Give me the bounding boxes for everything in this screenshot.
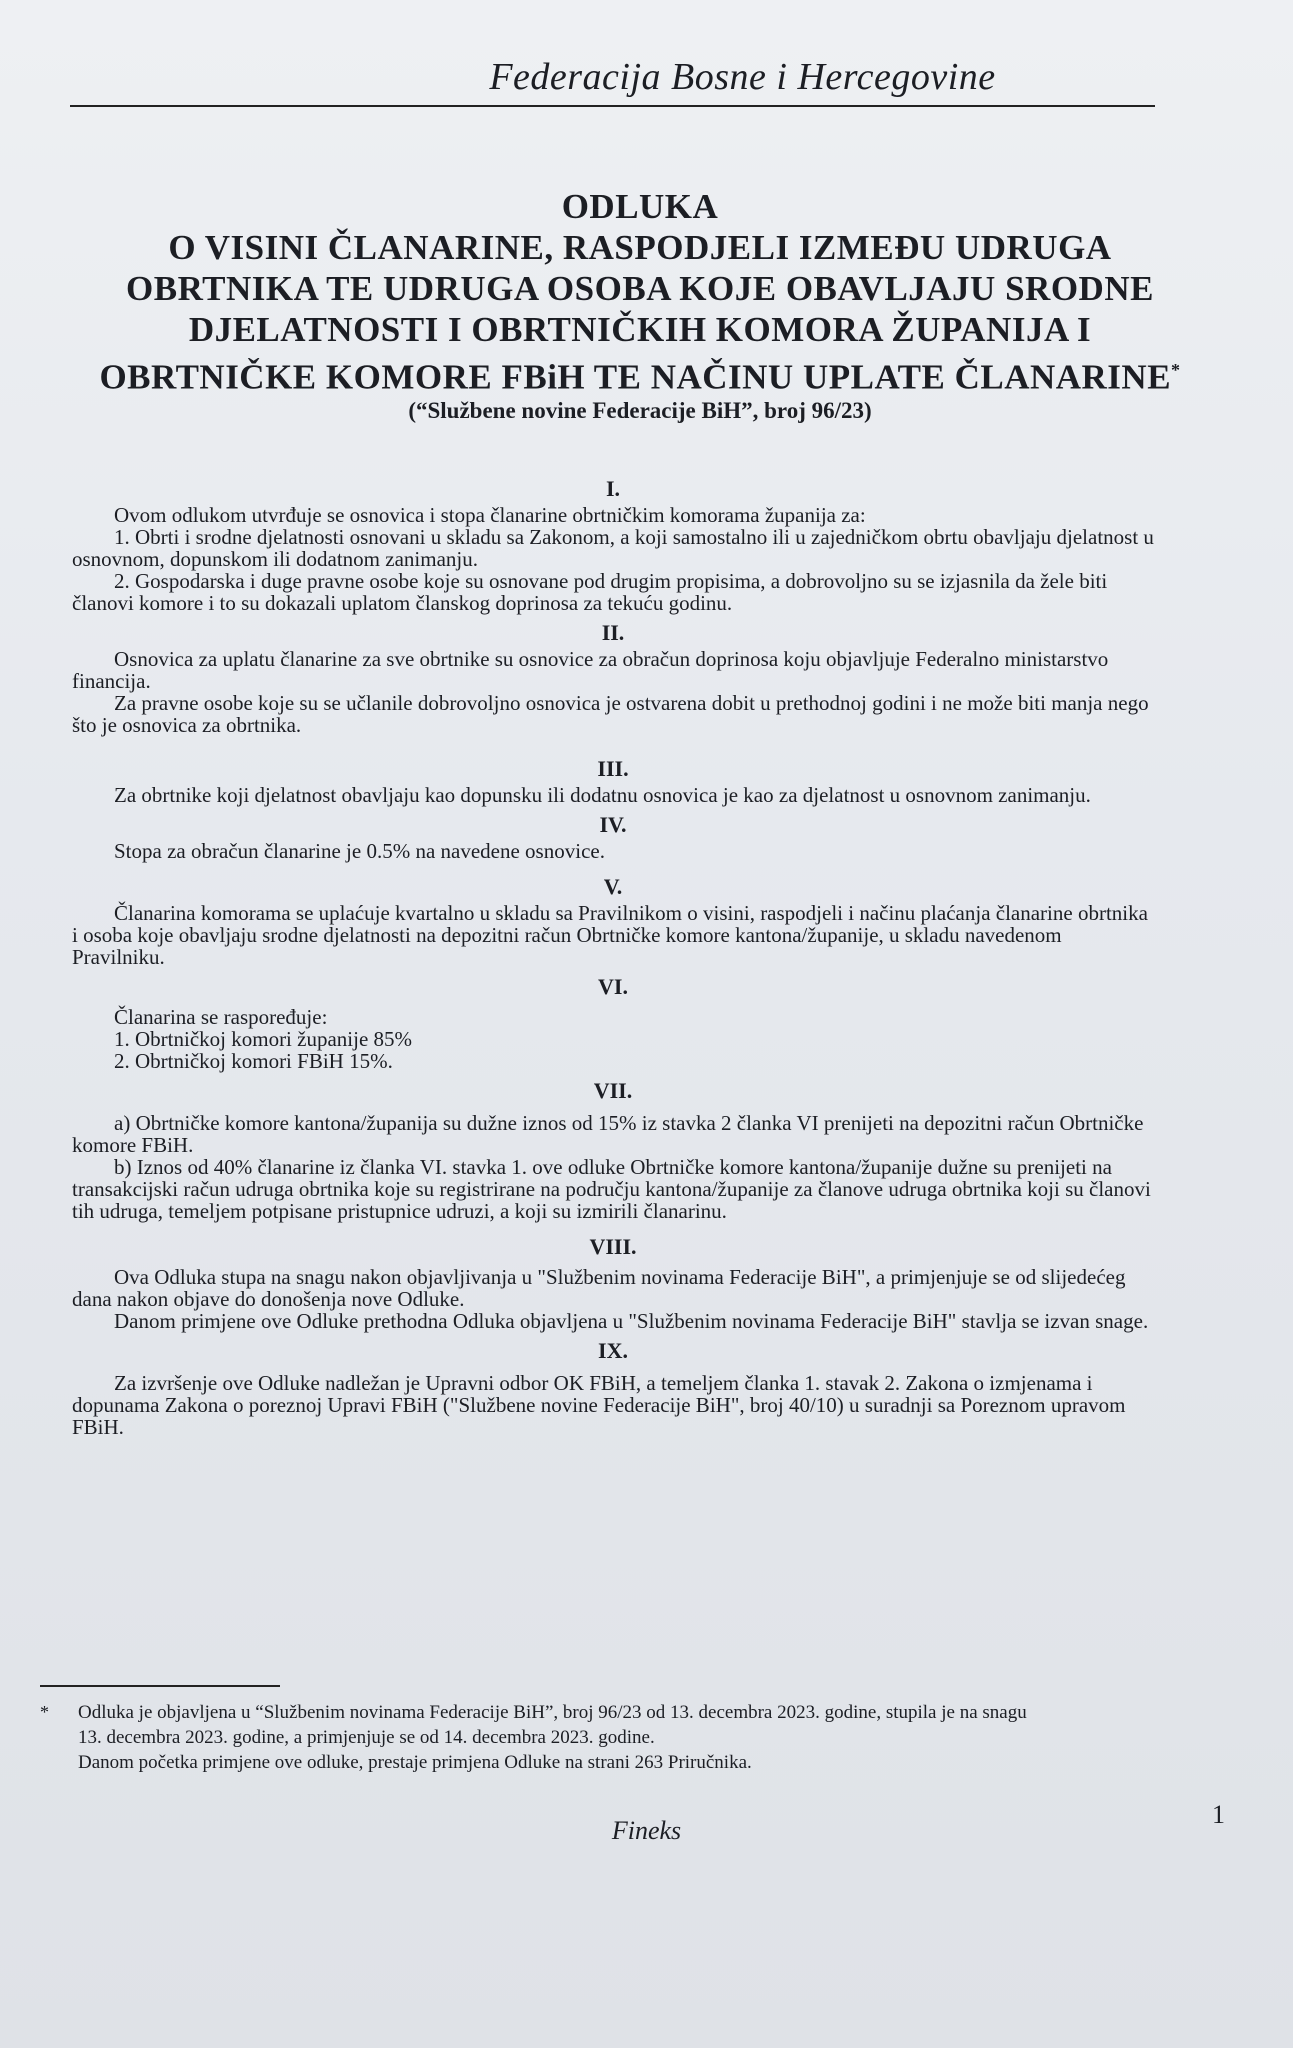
- article-paragraph: 2. Gospodarska i duge pravne osobe koje su osnovane pod drugim propisima, a dobrovoljno su se izjasnila da žele biti članovi komore i to su dokazali uplatom članskog doprinosa za tekuću godinu.: [72, 569, 1108, 615]
- footnote-line: Odluka je objavljena u “Službenim novinama Federacije BiH”, broj 96/23 od 13. decembra 2023. godine, stupila je na snagu: [78, 1702, 1027, 1723]
- title-line: DJELATNOSTI I OBRTNIČKIH KOMORA ŽUPANIJA I: [188, 310, 1092, 349]
- article-paragraph: Članarina komorama se uplaćuje kvartalno u skladu sa Pravilnikom o visini, raspodjeli i načinu plaćanja članarine obrtnika i osoba koje obavljaju srodne djelatnosti na depozitni račun Obrtničke komore kantona/županije, u skladu navedenom Pravilniku.: [72, 901, 1148, 969]
- article-number: IV.: [599, 812, 627, 837]
- footnote-divider: [40, 1685, 280, 1687]
- article-number: III.: [597, 756, 629, 781]
- title-line: OBRTNIČKE KOMORE FBiH TE NAČINU UPLATE ČLANARINE: [99, 357, 1172, 397]
- title-line-last: [60, 350, 1220, 398]
- footnote: [40, 1700, 1220, 1775]
- article-paragraph: Ovom odlukom utvrđuje se osnovica i stopa članarine obrtničkim komorama županija za:: [114, 503, 866, 527]
- title-line: ODLUKA: [561, 187, 719, 226]
- article-number: I.: [605, 476, 621, 501]
- list-item: 2. Obrtničkoj komori FBiH 15%.: [114, 1049, 393, 1073]
- article-number: VII.: [593, 1078, 633, 1103]
- article-paragraph: 1. Obrti i srodne djelatnosti osnovani u skladu sa Zakonom, a koji samostalno ili u zajedničkom obrtu obavljaju djelatnost u osnovnom, dopunskom ili dodatnom zanimanju.: [72, 525, 1154, 571]
- footnote-marker: *: [40, 1702, 49, 1722]
- article-number: VIII.: [589, 1234, 637, 1259]
- publisher-name: Fineks: [611, 1816, 682, 1845]
- document-title: [60, 186, 1220, 398]
- article-paragraph: Danom primjene ove Odluke prethodna Odluka objavljena u "Službenim novinama Federacije BiH" stavlja se izvan snage.: [114, 1309, 1149, 1333]
- footnote-line: 13. decembra 2023. godine, a primjenjuje se od 14. decembra 2023. godine.: [78, 1727, 655, 1748]
- article-paragraph: Ova Odluka stupa na snagu nakon objavljivanja u "Službenim novinama Federacije BiH", a primjenjuje se od slijedećeg dana nakon objave do donošenja nove Odluke.: [72, 1265, 1126, 1311]
- article-paragraph: Članarina se raspoređuje:: [114, 1005, 328, 1029]
- list-item: 1. Obrtničkoj komori županije 85%: [114, 1027, 413, 1051]
- article-paragraph: Za izvršenje ove Odluke nadležan je Upravni odbor OK FBiH, a temeljem članka 1. stavak 2. Zakona o izmjenama i dopunama Zakona o poreznoj Upravi FBiH ("Službene novine Federacije BiH", broj 40/10) u suradnji sa Poreznom upravom FBiH.: [72, 1371, 1126, 1439]
- article-paragraph: Stopa za obračun članarine je 0.5% na navedene osnovice.: [114, 839, 605, 863]
- running-header: [70, 55, 1155, 107]
- article-paragraph: Za obrtnike koji djelatnost obavljaju kao dopunsku ili dodatnu osnovica je kao za djelatnost u osnovnom zanimanju.: [114, 783, 1091, 807]
- article-paragraph: Osnovica za uplatu članarine za sve obrtnike su osnovice za obračun doprinosa koju objavljuje Federalno ministarstvo financija.: [72, 647, 1109, 693]
- article-paragraph: Za pravne osobe koje su se učlanile dobrovoljno osnovica je ostvarena dobit u prethodnoj godini i ne može biti manja nego što je osnovica za obrtnika.: [72, 691, 1149, 737]
- footnote-marker: *: [1171, 360, 1181, 380]
- article-paragraph: b) Iznos od 40% članarine iz članka VI. stavka 1. ove odluke Obrtničke komore kantona/županije dužne su prenijeti na transakcijski račun udruga obrtnika koje su registrirane na području kantona/županije za članove udruga obrtnika koji su članovi tih udruga, temeljem potpisane pristupnice udruzi, a koji su izmirili članarinu.: [72, 1155, 1151, 1223]
- article-number: V.: [603, 874, 623, 899]
- source-citation: (“Službene novine Federacije BiH”, broj 96/23): [408, 398, 872, 423]
- article-paragraph: a) Obrtničke komore kantona/županija su dužne iznos od 15% iz stavka 2 članka VI prenijeti na depozitni račun Obrtničke komore FBiH.: [72, 1111, 1144, 1157]
- article-number: II.: [601, 620, 625, 645]
- title-line: OBRTNIKA TE UDRUGA OSOBA KOJE OBAVLJAJU SRODNE: [126, 269, 1154, 308]
- footnote-line: Danom početka primjene ove odluke, prestaje primjena Odluke na strani 263 Priručnika.: [78, 1752, 752, 1773]
- document-body: [72, 470, 1154, 1438]
- article-number: IX.: [598, 1338, 628, 1363]
- title-line: O VISINI ČLANARINE, RASPODJELI IZMEĐU UDRUGA: [168, 228, 1112, 267]
- article-number: VI.: [598, 974, 628, 999]
- page-number: 1: [1212, 1800, 1225, 1829]
- header-title: Federacija Bosne i Hercegovine: [489, 56, 996, 98]
